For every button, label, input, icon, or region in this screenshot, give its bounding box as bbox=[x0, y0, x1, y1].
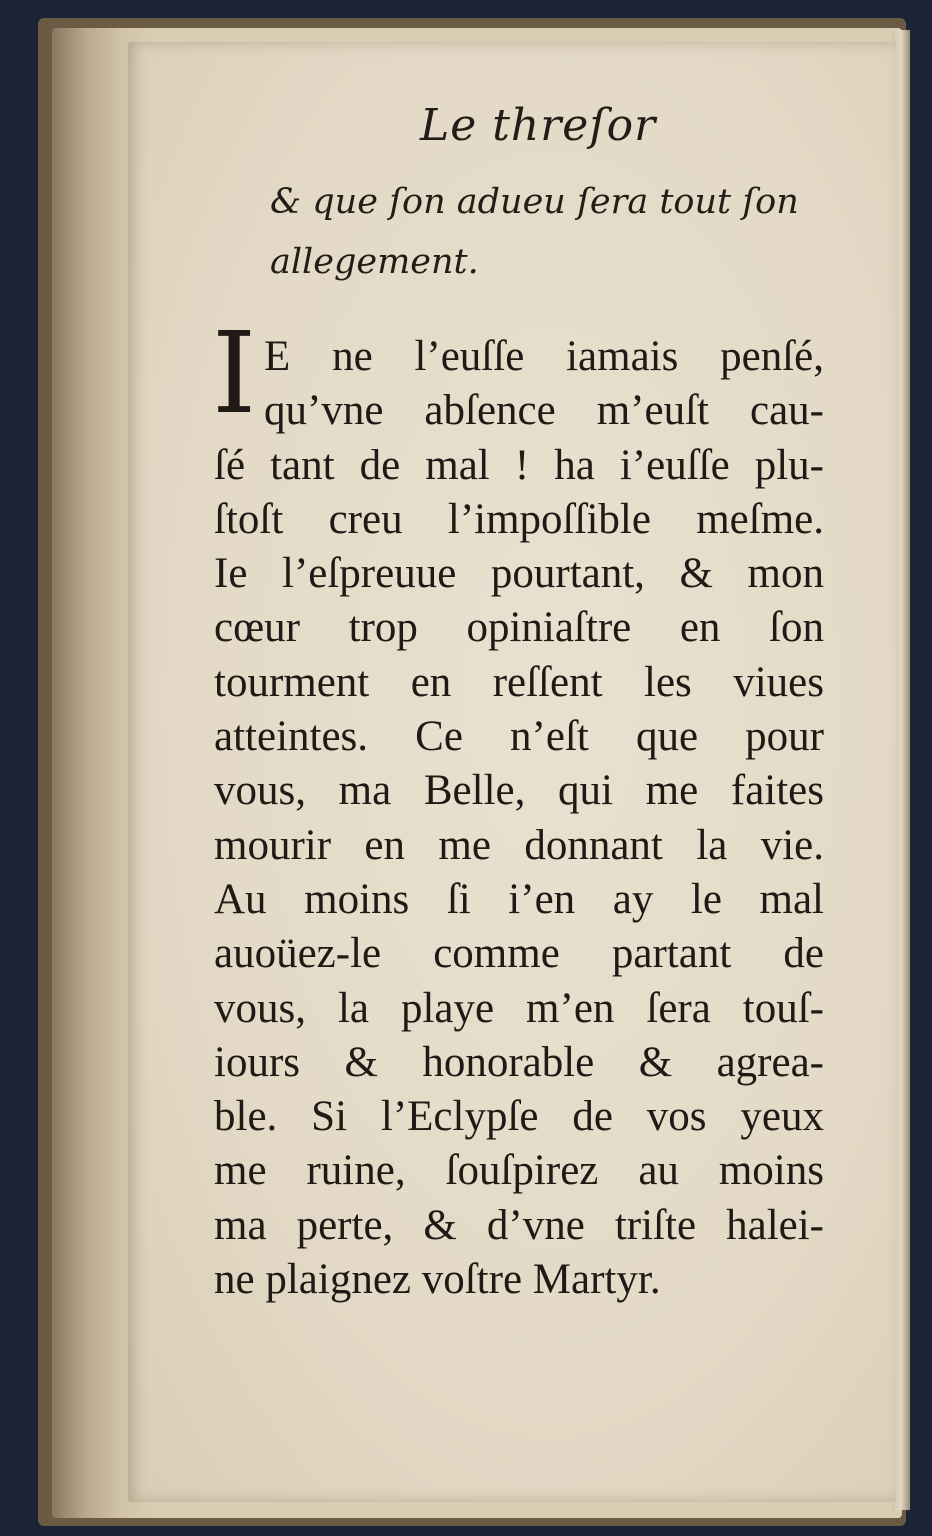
body-line: E ne l’euſſe iamais penſé, bbox=[264, 333, 824, 380]
body-line: auoüez-le comme partant de bbox=[214, 930, 824, 978]
body-line: Au moins ſi i’en ay le mal bbox=[214, 875, 824, 923]
caption-line-1: & que ſon adueu ſera tout ſon bbox=[270, 182, 799, 222]
chapter-caption bbox=[270, 172, 840, 292]
body-text bbox=[214, 330, 824, 1307]
body-line: vous, la playe m’en ſera touſ- bbox=[214, 984, 824, 1032]
drop-cap: I bbox=[212, 309, 257, 439]
body-line: tourment en reſſent les viues bbox=[214, 658, 824, 706]
body-line: ſé tant de mal ! ha i’euſſe plu- bbox=[214, 441, 824, 489]
body-line: ma perte, & d’vne triſte halei- bbox=[214, 1201, 824, 1249]
caption-line-2: allegement. bbox=[270, 242, 479, 282]
body-line: cœur trop opiniaſtre en ſon bbox=[214, 604, 824, 652]
body-line: Ie l’eſpreuue pourtant, & mon bbox=[214, 550, 824, 598]
body-line: ble. Si l’Eclypſe de vos yeux bbox=[214, 1093, 824, 1141]
body-line: ſtoſt creu l’impoſſible meſme. bbox=[214, 495, 824, 543]
body-line: qu’vne abſence m’euſt cau- bbox=[264, 387, 824, 435]
body-line: ne plaignez voſtre Martyr. bbox=[214, 1256, 661, 1304]
body-line: iours & honorable & agrea- bbox=[214, 1038, 824, 1086]
body-line: me ruine, ſouſpirez au moins bbox=[214, 1147, 824, 1195]
body-line: vous, ma Belle, qui me faites bbox=[214, 767, 824, 815]
body-line: mourir en me donnant la vie. bbox=[214, 821, 824, 869]
running-head: Le threſor bbox=[420, 100, 657, 151]
body-line: atteintes. Ce n’eſt que pour bbox=[214, 713, 824, 761]
